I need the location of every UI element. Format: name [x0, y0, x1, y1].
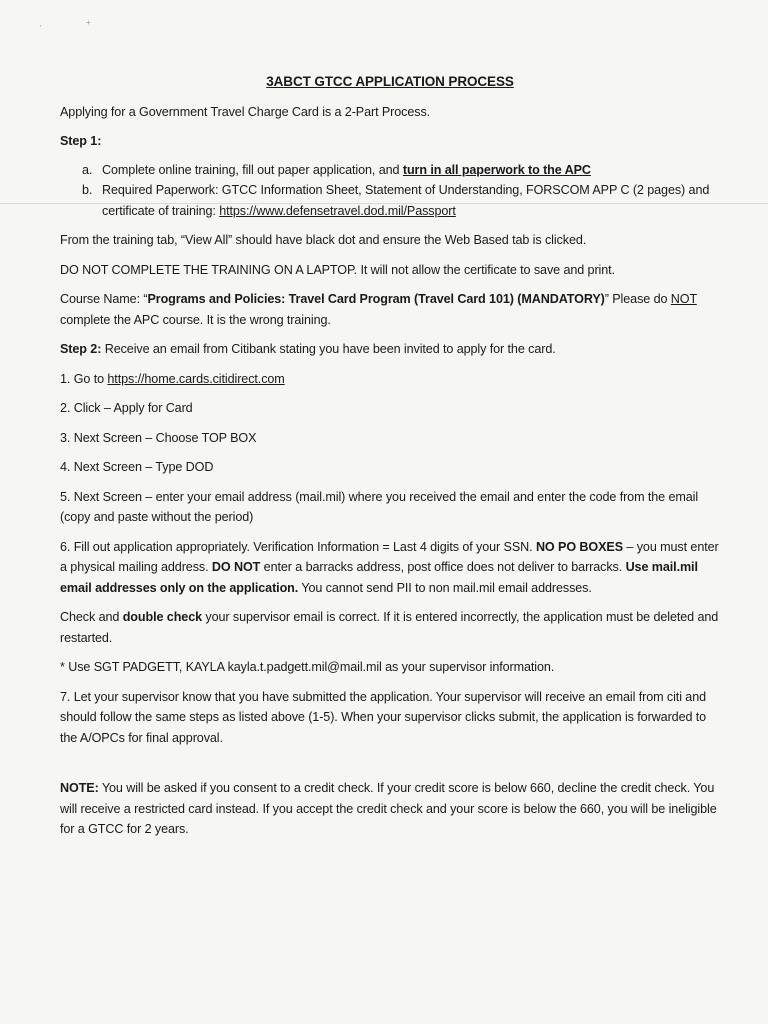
not-emphasis: NOT: [670, 292, 697, 306]
instruction-3: 3. Next Screen – Choose TOP BOX: [60, 430, 257, 445]
intro-paragraph: Applying for a Government Travel Charge Card is a 2-Part Process.: [60, 104, 431, 119]
note-paragraph: NOTE: You will be asked if you consent to a credit check. If your credit score is below 660, decline the credit check. You will receive a restricted card instead. If you accept the credit check and your score is below the 660, you will be ineligible for a GTCC for 2 years.: [60, 781, 717, 836]
instruction-5: 5. Next Screen – enter your email address (mail.mil) where you received the email and enter the code from the email (copy and paste without the period): [60, 489, 699, 524]
supervisor-info: * Use SGT PADGETT, KAYLA kayla.t.padgett.mil@mail.mil as your supervisor information.: [60, 660, 555, 674]
emphasis-apc: turn in all paperwork to the APC: [402, 162, 591, 177]
step1-list: [60, 160, 720, 222]
document-title: 3ABCT GTCC APPLICATION PROCESS: [266, 74, 514, 89]
instruction-1: 1. Go to https://home.cards.citidirect.com: [60, 371, 285, 386]
list-letter: a.: [82, 162, 93, 177]
step2-label: Step 2:: [60, 342, 102, 356]
list-item: [60, 180, 720, 221]
list-letter: b.: [82, 183, 93, 197]
step1-label: Step 1:: [60, 134, 102, 148]
list-item-text: Required Paperwork: GTCC Information Sheet, Statement of Understanding, FORSCOM APP C (2 pages) and certificate of training:: [102, 183, 710, 218]
instruction-6: 6. Fill out application appropriately. Verification Information = Last 4 digits of your SSN. NO PO BOXES – you must enter a physical mailing address. DO NOT enter a barracks address, post office does not deliver to barracks. Use mail.mil email addresses only on the application. You cannot send PII to non mail.mil email addresses.: [60, 539, 719, 595]
note-label: NOTE:: [60, 781, 99, 795]
list-item: [60, 160, 720, 181]
course-name-paragraph: Course Name: “Programs and Policies: Travel Card Program (Travel Card 101) (MANDATORY)” Please do NOT complete the APC course. It is the wrong training.: [60, 292, 697, 327]
step2-paragraph: Step 2: Receive an email from Citibank stating you have been invited to apply for the card.: [60, 342, 556, 356]
scan-speck: ': [40, 24, 42, 33]
document-body: [60, 72, 720, 849]
instruction-2: 2. Click – Apply for Card: [60, 401, 193, 415]
double-check-paragraph: Check and double check your supervisor email is correct. If it is entered incorrectly, the application must be deleted and restarted.: [60, 610, 719, 645]
laptop-warning-caps: DO NOT COMPLETE THE TRAINING ON A LAPTOP.: [60, 262, 358, 277]
course-name: Programs and Policies: Travel Card Program (Travel Card 101) (MANDATORY): [147, 292, 605, 306]
citidirect-link[interactable]: https://home.cards.citidirect.com: [107, 371, 285, 386]
scan-speck: +: [86, 18, 91, 27]
list-item-text: Complete online training, fill out paper application, and: [102, 162, 403, 177]
laptop-warning-paragraph: DO NOT COMPLETE THE TRAINING ON A LAPTOP. It will not allow the certificate to save and print.: [60, 262, 615, 277]
instruction-4: 4. Next Screen – Type DOD: [60, 460, 214, 474]
instruction-7: 7. Let your supervisor know that you have submitted the application. Your supervisor will receive an email from citi and should follow the same steps as listed above (1-5). When your supervisor clicks submit, the application is forwarded to the A/OPCs for final approval.: [60, 689, 707, 745]
training-tab-paragraph: From the training tab, “View All” should have black dot and ensure the Web Based tab is clicked.: [60, 233, 587, 247]
passport-link[interactable]: https://www.defensetravel.dod.mil/Passport: [219, 203, 456, 218]
